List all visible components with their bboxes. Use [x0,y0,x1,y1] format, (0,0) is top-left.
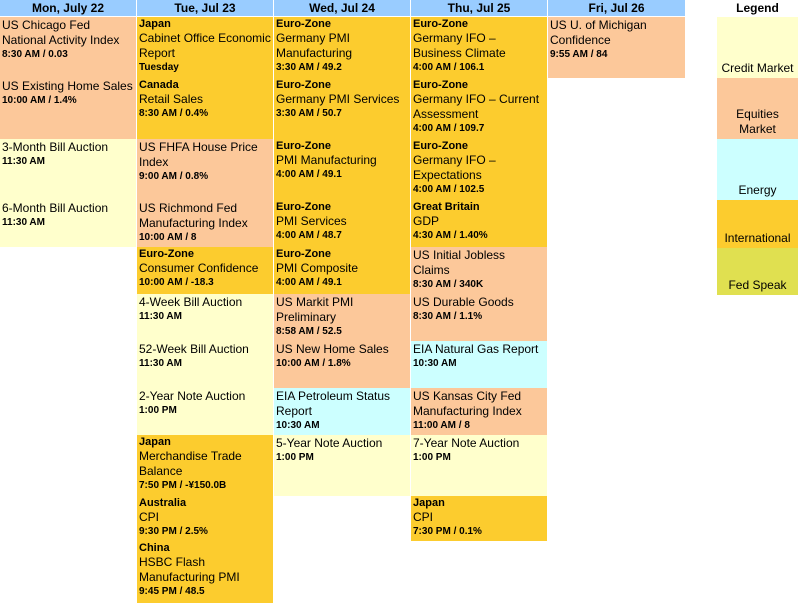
header-thu: Thu, Jul 25 [411,0,547,16]
event-detail: 4:00 AM / 109.7 [413,123,485,134]
event-detail: 10:00 AM / 1.8% [276,358,351,369]
event-title: Germany IFO – Business Climate [413,31,506,60]
event-region: Euro-Zone [276,248,331,260]
event-title: GDP [413,214,440,228]
legend-equities-market: Equities Market [717,78,798,139]
event-title: US Initial Jobless Claims [413,248,506,277]
event-title: PMI Composite [276,261,359,275]
event-detail: 9:30 PM / 2.5% [139,526,208,537]
event-region: Canada [139,79,179,91]
event-detail: 11:30 AM [139,358,182,369]
event-detail: 8:30 AM / 0.03 [2,49,68,60]
event-cell [411,496,547,541]
event-title: PMI Manufacturing [276,153,377,167]
event-detail: 4:30 AM / 1.40% [413,230,488,241]
event-detail: Tuesday [139,62,179,73]
event-region: Euro-Zone [139,248,194,260]
header-mon: Mon, July 22 [0,0,136,16]
event-detail: 9:55 AM / 84 [550,49,608,60]
event-cell [137,17,273,78]
event-cell [137,200,273,247]
event-detail: 10:00 AM / 8 [139,232,197,243]
event-cell [411,341,547,388]
event-cell [274,435,410,496]
event-title: Germany IFO – Current Assessment [413,92,540,121]
event-detail: 11:00 AM / 8 [413,420,470,431]
event-detail: 9:45 PM / 48.5 [139,586,205,597]
event-detail: 8:58 AM / 52.5 [276,326,342,337]
event-title: Germany IFO – Expectations [413,153,496,182]
event-cell [274,294,410,341]
event-cell [274,17,410,78]
event-cell [411,294,547,341]
event-title: Retail Sales [139,92,204,106]
event-title: US New Home Sales [276,342,389,356]
event-detail: 8:30 AM / 340K [413,279,484,290]
event-cell [274,388,410,435]
header-fri: Fri, Jul 26 [548,0,685,16]
event-region: Euro-Zone [276,18,331,30]
event-detail: 4:00 AM / 49.1 [276,277,342,288]
event-region: Euro-Zone [276,140,331,152]
event-region: Australia [139,497,187,509]
event-title: 7-Year Note Auction [413,436,520,450]
legend-credit-market: Credit Market [717,17,798,78]
event-region: Japan [139,436,171,448]
legend-energy: Energy [717,139,798,200]
event-cell [274,247,410,294]
event-detail: 7:50 PM / -¥150.0B [139,480,227,491]
event-title: 5-Year Note Auction [276,436,383,450]
event-region: Euro-Zone [276,79,331,91]
event-detail: 11:30 AM [2,217,45,228]
legend-fed-speak: Fed Speak [717,248,798,295]
event-title: Germany PMI Manufacturing [276,31,353,60]
event-cell [137,78,273,139]
event-title: CPI [139,510,160,524]
event-cell [137,139,273,200]
event-title: US FHFA House Price Index [139,140,258,169]
event-detail: 7:30 PM / 0.1% [413,526,482,537]
event-region: Japan [413,497,445,509]
event-cell [137,496,273,541]
event-cell [137,294,273,341]
event-detail: 1:00 PM [413,452,451,463]
event-detail: 4:00 AM / 106.1 [413,62,485,73]
event-detail: 10:30 AM [413,358,457,369]
event-detail: 3:30 AM / 50.7 [276,108,342,119]
event-cell [0,17,136,78]
event-title: 3-Month Bill Auction [2,140,109,154]
event-cell [137,388,273,435]
event-cell [411,17,547,78]
event-title: US U. of Michigan Confidence [550,18,647,47]
header-tue: Tue, Jul 23 [137,0,273,16]
event-cell [411,78,547,139]
event-cell [274,341,410,388]
event-cell [274,78,410,139]
event-cell [411,200,547,247]
event-detail: 8:30 AM / 0.4% [139,108,209,119]
event-title: EIA Natural Gas Report [413,342,539,356]
event-title: US Kansas City Fed Manufacturing Index [413,389,522,418]
event-title: 52-Week Bill Auction [139,342,249,356]
event-detail: 10:30 AM [276,420,320,431]
event-detail: 1:00 PM [139,405,177,416]
event-detail: 4:00 AM / 49.1 [276,169,342,180]
event-title: 6-Month Bill Auction [2,201,109,215]
event-title: 2-Year Note Auction [139,389,246,403]
event-title: EIA Petroleum Status Report [276,389,391,418]
event-detail: 10:00 AM / -18.3 [139,277,214,288]
event-cell [548,17,685,78]
event-region: China [139,542,170,554]
event-cell [274,200,410,247]
event-region: Euro-Zone [413,140,468,152]
event-title: US Markit PMI Preliminary [276,295,354,324]
event-detail: 4:00 AM / 102.5 [413,184,485,195]
event-cell [274,139,410,200]
event-detail: 10:00 AM / 1.4% [2,95,77,106]
event-detail: 11:30 AM [139,311,182,322]
event-cell [137,341,273,388]
event-cell [411,435,547,496]
event-title: CPI [413,510,434,524]
event-cell [411,388,547,435]
event-cell [137,541,273,603]
event-cell [411,247,547,294]
event-cell [0,139,136,200]
event-title: US Durable Goods [413,295,514,309]
event-detail: 11:30 AM [2,156,45,167]
event-title: Cabinet Office Economic Report [139,31,271,60]
event-title: Germany PMI Services [276,92,400,106]
event-title: Merchandise Trade Balance [139,449,242,478]
event-detail: 9:00 AM / 0.8% [139,171,209,182]
event-detail: 3:30 AM / 49.2 [276,62,342,73]
event-detail: 8:30 AM / 1.1% [413,311,483,322]
event-region: Japan [139,18,171,30]
event-title: PMI Services [276,214,347,228]
legend-title: Legend [736,1,779,15]
event-region: Euro-Zone [276,201,331,213]
event-region: Great Britain [413,201,480,213]
event-title: US Richmond Fed Manufacturing Index [139,201,248,230]
event-cell [411,139,547,200]
event-cell [137,247,273,294]
event-title: 4-Week Bill Auction [139,295,243,309]
header-wed: Wed, Jul 24 [274,0,410,16]
event-detail: 1:00 PM [276,452,314,463]
event-cell [0,200,136,247]
legend-international: International [717,200,798,248]
event-region: Euro-Zone [413,79,468,91]
event-detail: 4:00 AM / 48.7 [276,230,342,241]
event-title: US Existing Home Sales [2,79,133,93]
event-cell [0,78,136,139]
event-cell [137,435,273,496]
event-region: Euro-Zone [413,18,468,30]
event-title: Consumer Confidence [139,261,259,275]
event-title: US Chicago Fed National Activity Index [2,18,120,47]
event-title: HSBC Flash Manufacturing PMI [139,555,240,584]
